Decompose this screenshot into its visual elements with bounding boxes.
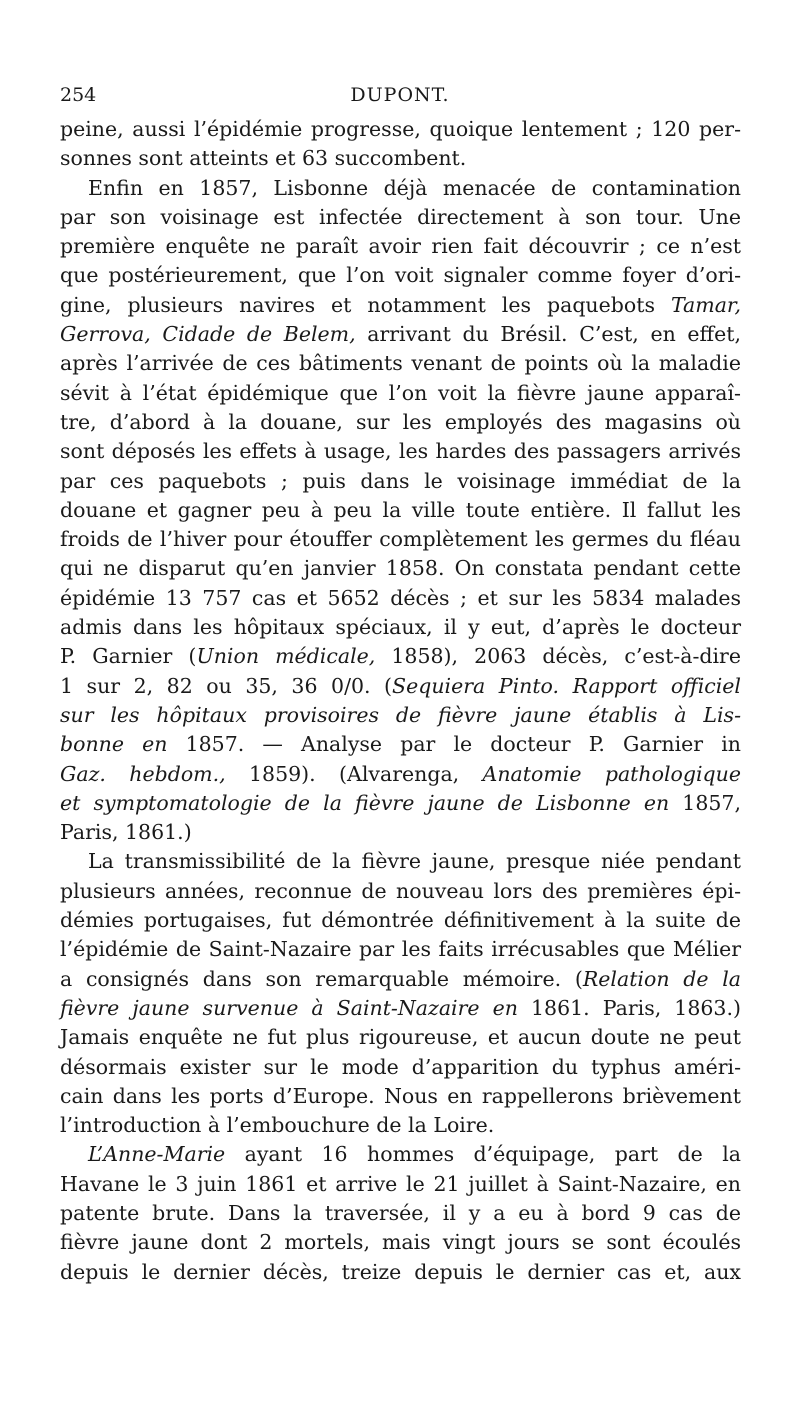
text-segment: a consignés dans son remarquable mémoire. ( xyxy=(60,966,583,991)
text-line xyxy=(60,642,741,671)
italic-text: sur les hôpitaux provisoires de fièvre jaune établis à Lis- xyxy=(60,702,741,727)
italic-text: Relation de la xyxy=(582,966,741,991)
text-line xyxy=(60,789,741,818)
italic-text: fièvre jaune survenue à Saint-Nazaire en xyxy=(60,995,518,1020)
italic-text: Gerrova, Cidade de Belem, xyxy=(60,322,356,347)
text-segment: 1859). (Alvarenga, xyxy=(225,761,483,786)
italic-text: Gaz. hebdom., xyxy=(60,761,226,786)
italic-text: L’Anne-Marie xyxy=(88,1142,226,1167)
text-segment: 1861. Paris, 1863.) xyxy=(517,995,741,1020)
text-line: qui ne disparut qu’en janvier 1858. On constata pendant cette xyxy=(60,556,741,581)
text-line: depuis le dernier décès, treize depuis le dernier cas et, aux xyxy=(60,1259,741,1284)
page-number: 254 xyxy=(60,84,97,106)
text-segment: 1858), 2063 décès, c’est-à-dire xyxy=(375,644,741,669)
text-line xyxy=(60,291,741,320)
text-line: plusieurs années, reconnue de nouveau lors des premières épi- xyxy=(60,878,741,903)
text-line xyxy=(60,701,741,730)
text-line: désormais exister sur le mode d’apparition du typhus améri- xyxy=(60,1054,741,1079)
text-line: Paris, 1861.) xyxy=(60,820,192,845)
text-line: épidémie 13 757 cas et 5652 décès ; et sur les 5834 malades xyxy=(60,585,741,610)
text-line xyxy=(60,965,741,994)
body-text xyxy=(60,115,741,1287)
text-line: l’épidémie de Saint-Nazaire par les faits irrécusables que Mélier xyxy=(60,937,741,962)
text-line: Enfin en 1857, Lisbonne déjà menacée de contamination xyxy=(88,175,741,200)
text-line: Havane le 3 juin 1861 et arrive le 21 juillet à Saint-Nazaire, en xyxy=(60,1171,741,1196)
text-line: par ces paquebots ; puis dans le voisinage immédiat de la xyxy=(60,468,741,493)
text-segment: ayant 16 hommes d’équipage, part de la xyxy=(225,1142,741,1167)
italic-text: Sequiera Pinto. Rapport officiel xyxy=(392,673,741,698)
text-line xyxy=(60,760,741,789)
text-line: sévit à l’état épidémique que l’on voit la fièvre jaune apparaî- xyxy=(60,380,741,405)
text-line xyxy=(60,730,741,759)
text-line: La transmissibilité de la fièvre jaune, presque niée pendant xyxy=(88,849,741,874)
text-line: après l’arrivée de ces bâtiments venant de points où la maladie xyxy=(60,351,741,376)
text-segment: gine, plusieurs navires et notamment les paquebots xyxy=(60,292,671,317)
text-line xyxy=(60,1140,741,1169)
text-line: Jamais enquête ne fut plus rigoureuse, et aucun doute ne peut xyxy=(60,1025,741,1050)
text-line: douane et gagner peu à peu la ville toute entière. Il fallut les xyxy=(60,497,741,522)
text-line: première enquête ne paraît avoir rien fait découvrir ; ce n’est xyxy=(60,234,741,259)
text-line: patente brute. Dans la traversée, il y a eu à bord 9 cas de xyxy=(60,1200,741,1225)
text-line: fièvre jaune dont 2 mortels, mais vingt jours se sont écoulés xyxy=(60,1230,741,1255)
text-line: cain dans les ports d’Europe. Nous en rappellerons brièvement xyxy=(60,1083,741,1108)
text-line: l’introduction à l’embouchure de la Loire. xyxy=(60,1113,495,1138)
text-segment: 1857, xyxy=(669,790,741,815)
text-line: admis dans les hôpitaux spéciaux, il y eut, d’après le docteur xyxy=(60,615,741,640)
text-line: sont déposés les effets à usage, les hardes des passagers arrivés xyxy=(60,439,741,464)
text-line xyxy=(60,672,741,701)
italic-text: Anatomie pathologique xyxy=(482,761,741,786)
italic-text: et symptomatologie de la fièvre jaune de Lisbonne en xyxy=(60,790,670,815)
running-title: DUPONT. xyxy=(350,84,450,106)
text-line: peine, aussi l’épidémie progresse, quoique lentement ; 120 per- xyxy=(60,117,741,141)
text-line: que postérieurement, que l’on voit signaler comme foyer d’ori- xyxy=(60,263,741,288)
page-header xyxy=(60,84,740,110)
text-segment: 1 sur 2, 82 ou 35, 36 0/0. ( xyxy=(60,673,393,698)
text-line xyxy=(60,320,741,349)
text-segment: arrivant du Brésil. C’est, en effet, xyxy=(355,322,741,347)
text-line: démies portugaises, fut démontrée définitivement à la suite de xyxy=(60,908,741,933)
text-segment: 1857. — Analyse par le docteur P. Garnier in xyxy=(167,732,741,757)
text-line: sonnes sont atteints et 63 succombent. xyxy=(60,146,467,171)
text-segment: P. Garnier ( xyxy=(60,644,197,669)
text-line: par son voisinage est infectée directement à son tour. Une xyxy=(60,204,741,229)
italic-text: Union médicale, xyxy=(196,644,376,669)
italic-text: bonne en xyxy=(60,732,168,757)
text-line: tre, d’abord à la douane, sur les employés des magasins où xyxy=(60,409,741,434)
italic-text: Tamar, xyxy=(670,292,741,317)
text-line xyxy=(60,994,741,1023)
text-line: froids de l’hiver pour étouffer complètement les germes du fléau xyxy=(60,527,741,552)
